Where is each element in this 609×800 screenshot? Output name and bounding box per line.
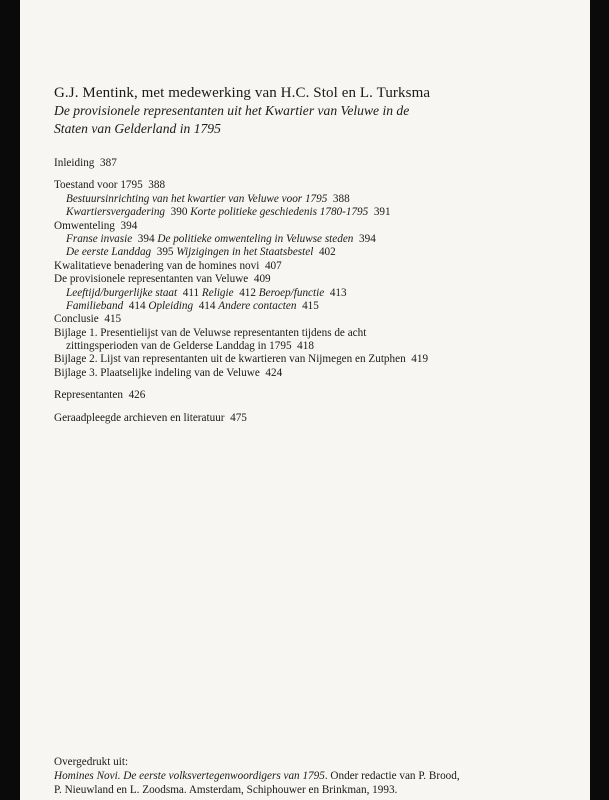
toc-page: 388 — [332, 192, 350, 205]
toc-entry-provisionele — [54, 273, 574, 286]
printed-page — [20, 0, 590, 800]
reprint-label: Overgedrukt uit: — [54, 756, 129, 768]
toc-label: Kwartiersvergadering — [66, 206, 166, 219]
toc-page: 424 — [265, 366, 283, 379]
toc-page: 414 — [128, 299, 146, 312]
toc-label: De politieke omwenteling in Veluwse steden — [157, 232, 354, 245]
toc-entry-conclusie — [54, 313, 574, 326]
toc-label: De eerste Landdag — [66, 246, 152, 259]
toc-entry-bijlage3 — [54, 367, 574, 380]
toc-label: Toestand voor 1795 — [54, 179, 143, 192]
toc-label: Leeftijd/burgerlijke staat — [66, 286, 178, 299]
toc-label: Bestuursinrichting van het kwartier van Veluwe voor 1795 — [66, 192, 328, 205]
toc-entry-bijlage2 — [54, 353, 574, 366]
toc-page: 391 — [373, 206, 391, 219]
toc-label: Opleiding — [148, 299, 194, 312]
toc-label: Andere contacten — [218, 299, 297, 312]
toc-label: Familieband — [66, 299, 124, 312]
toc-label: Inleiding — [54, 157, 95, 169]
toc-page: 394 — [137, 232, 155, 245]
title-line-1: De provisionele representanten uit het Kwartier van Veluwe in de — [54, 103, 410, 118]
toc-label: Franse invasie — [66, 232, 133, 245]
toc-label: Korte politieke geschiedenis 1780-1795 — [190, 206, 369, 219]
toc-page: 407 — [264, 259, 282, 272]
toc-label: Geraadpleegde archieven en literatuur — [54, 411, 225, 424]
toc-label: Beroep/functie — [258, 286, 325, 299]
toc-page: 395 — [156, 246, 174, 259]
toc-page: 414 — [198, 299, 216, 312]
toc-page: 394 — [359, 232, 376, 245]
toc-entry-kwalitatieve — [54, 260, 574, 273]
toc-subentry-landdag — [54, 246, 574, 259]
toc-page: 413 — [329, 286, 347, 299]
toc-label: Omwenteling — [54, 219, 115, 232]
article-header — [54, 84, 574, 138]
toc-label: Kwalitatieve benadering van de homines novi — [54, 259, 260, 272]
toc-page: 475 — [230, 411, 247, 424]
toc-page: 390 — [170, 206, 188, 219]
toc-page: 426 — [128, 389, 146, 402]
toc-page: 412 — [239, 286, 256, 299]
toc-entry-inleiding — [54, 157, 574, 170]
toc-page: 394 — [120, 219, 138, 232]
toc-subentry-familieband — [54, 300, 574, 313]
toc-page: 388 — [148, 179, 166, 192]
toc-label: zittingsperioden van de Gelderse Landdag in 1795 — [66, 340, 292, 353]
toc-page: 409 — [253, 273, 271, 286]
source-title: Homines Novi. De eerste volksvertegenwoordigers van 1795 — [54, 770, 325, 782]
source-publisher: P. Nieuwland en L. Zoodsma. Amsterdam, Schiphouwer en Brinkman, 1993. — [54, 784, 398, 796]
toc-page: 387 — [100, 157, 117, 169]
toc-subentry-bestuur — [54, 193, 574, 206]
toc-label: Religie — [201, 286, 234, 299]
source-line — [54, 769, 574, 783]
toc-entry-bijlage1-cont — [54, 340, 574, 353]
toc-label: Bijlage 1. Presentielijst van de Veluwse representanten tijdens de acht — [54, 326, 367, 339]
toc-label: Conclusie — [54, 313, 99, 326]
table-of-contents — [54, 157, 574, 425]
toc-page: 415 — [302, 299, 319, 312]
toc-entry-omwenteling — [54, 220, 574, 233]
toc-entry-toestand — [54, 179, 574, 192]
toc-entry-bijlage1 — [54, 327, 574, 340]
toc-label: Representanten — [54, 389, 123, 402]
toc-page: 418 — [297, 340, 314, 353]
reprint-notice — [54, 755, 574, 797]
toc-subentry-leeftijd — [54, 287, 574, 300]
toc-entry-representanten — [54, 389, 574, 402]
toc-label: Bijlage 3. Plaatselijke indeling van de Veluwe — [54, 366, 260, 379]
title-line-2: Staten van Gelderland in 1795 — [54, 121, 221, 136]
toc-subentry-franse — [54, 233, 574, 246]
source-editors: . Onder redactie van P. Brood, — [324, 770, 460, 782]
toc-label: De provisionele representanten van Veluwe — [54, 273, 249, 286]
toc-page: 419 — [411, 353, 429, 366]
toc-subentry-kwartiers — [54, 206, 574, 219]
toc-page: 415 — [104, 313, 122, 326]
toc-page: 402 — [318, 246, 336, 259]
toc-label: Wijzigingen in het Staatsbestel — [176, 246, 314, 259]
toc-entry-archieven — [54, 412, 574, 425]
toc-page: 411 — [182, 286, 200, 299]
author-line: G.J. Mentink, met medewerking van H.C. Stol en L. Turksma — [54, 85, 431, 101]
toc-label: Bijlage 2. Lijst van representanten uit de kwartieren van Nijmegen en Zutphen — [54, 353, 406, 366]
